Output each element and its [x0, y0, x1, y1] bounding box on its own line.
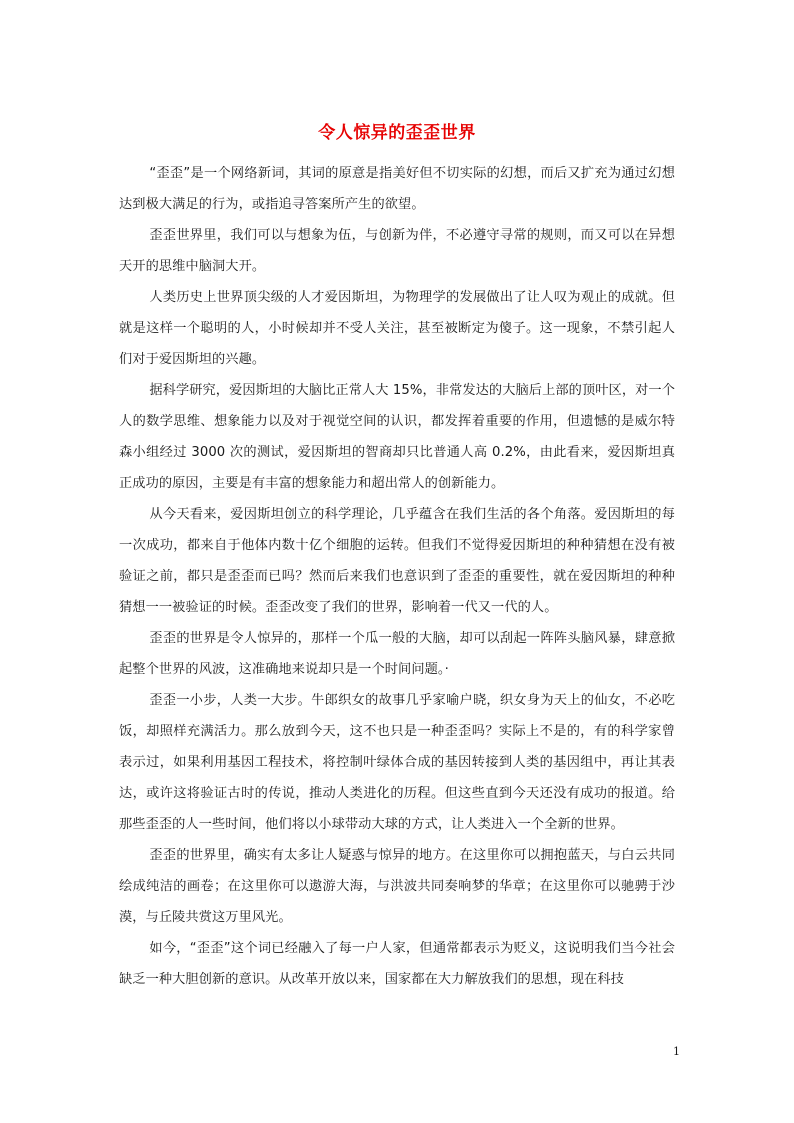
paragraph-2: 歪歪世界里，我们可以与想象为伍，与创新为伴，不必遵守寻常的规则，而又可以在异想天开的思维中脑洞大开。	[119, 228, 675, 274]
document-body	[119, 158, 675, 995]
paragraph-4: 据科学研究，爱因斯坦的大脑比正常人大 15%，非常发达的大脑后上部的顶叶区，对一个人的数学思维、想象能力以及对于视觉空间的认识，都发挥着重要的作用，但遗憾的是威尔特森小组经过 3000 次的测试，爱因斯坦的智商却只比普通人高 0.2%，由此看来，爱因斯坦真正成功的原因，主要是有丰富的想象能力和超出常人的创新能力。	[119, 383, 675, 491]
paragraph-8: 歪歪的世界里，确实有太多让人疑惑与惊异的地方。在这里你可以拥抱蓝天，与白云共同绘成纯洁的画卷；在这里你可以遨游大海，与洪波共同奏响梦的华章；在这里你可以驰骋于沙漠，与丘陵共赏这万里风光。	[119, 848, 675, 925]
paragraph-5: 从今天看来，爱因斯坦创立的科学理论，几乎蕴含在我们生活的各个角落。爱因斯坦的每一次成功，都来自于他体内数十亿个细胞的运转。但我们不觉得爱因斯坦的种种猜想在没有被验证之前，都只是歪歪而已吗？然而后来我们也意识到了歪歪的重要性，就在爱因斯坦的种种猜想一一被验证的时候。歪歪改变了我们的世界，影响着一代又一代的人。	[119, 507, 675, 615]
paragraph-1: “歪歪”是一个网络新词，其词的原意是指美好但不切实际的幻想，而后又扩充为通过幻想达到极大满足的行为，或指追寻答案所产生的欲望。	[119, 166, 675, 212]
paragraph-7: 歪歪一小步，人类一大步。牛郎织女的故事几乎家喻户晓，织女身为天上的仙女，不必吃饭，却照样充满活力。那么放到今天，这不也只是一种歪歪吗？实际上不是的，有的科学家曾表示过，如果利用基因工程技术，将控制叶绿体合成的基因转接到人类的基因组中，再让其表达，或许这将验证古时的传说，推动人类进化的历程。但这些直到今天还没有成功的报道。给那些歪歪的人一些时间，他们将以小球带动大球的方式，让人类进入一个全新的世界。	[119, 693, 675, 832]
page-number: 1	[673, 1045, 680, 1058]
paragraph-9: 如今，“歪歪”这个词已经融入了每一户人家，但通常都表示为贬义，这说明我们当今社会缺乏一种大胆创新的意识。从改革开放以来，国家都在大力解放我们的思想，现在科技	[119, 941, 675, 987]
paragraph-6: 歪歪的世界是令人惊异的，那样一个瓜一般的大脑，却可以刮起一阵阵头脑风暴，肆意掀起整个世界的风波，这准确地来说却只是一个时间问题。·	[119, 631, 675, 677]
document-title: 令人惊异的歪歪世界	[318, 123, 476, 143]
paragraph-3: 人类历史上世界顶尖级的人才爱因斯坦，为物理学的发展做出了让人叹为观止的成就。但就是这样一个聪明的人，小时候却并不受人关注，甚至被断定为傻子。这一现象，不禁引起人们对于爱因斯坦的兴趣。	[119, 290, 675, 367]
